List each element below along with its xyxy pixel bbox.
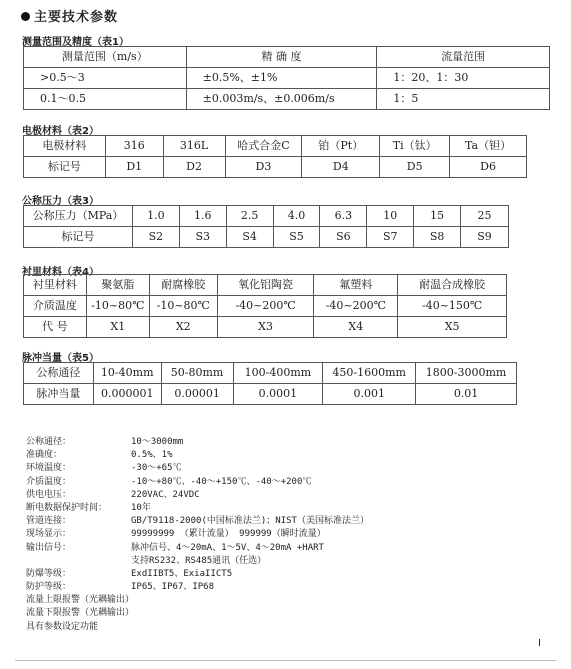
table1-heading: 测量范围及精度（表1） — [22, 37, 129, 48]
spec-value: ExdIIBT5、ExiaIICT5 — [131, 568, 233, 579]
table-cell: -40~200℃ — [314, 296, 398, 317]
spec-label: 断电数据保护时间： — [26, 502, 108, 513]
table-cell: D2 — [163, 157, 225, 178]
spec-label: 防护等级： — [26, 582, 72, 593]
table-cell: S3 — [179, 227, 226, 248]
table-row — [24, 363, 517, 384]
spec-label: 介质温度： — [26, 476, 72, 487]
row-label: 脉冲当量 — [24, 384, 94, 405]
row-label: 衬里材料 — [24, 275, 87, 296]
spec-value: 10～3000mm — [131, 437, 184, 447]
table-cell: ±0.003m/s、±0.006m/s — [186, 89, 377, 110]
table-cell: 316L — [163, 136, 225, 157]
table-row — [24, 136, 527, 157]
table-cell: S2 — [132, 227, 179, 248]
table-row — [24, 296, 507, 317]
table-cell: Ta（钽） — [450, 136, 527, 157]
table-cell: 450-1600mm — [323, 363, 416, 384]
table-cell: X2 — [149, 317, 217, 338]
table-cell: 1：5 — [377, 89, 550, 110]
spec-label: 流量下限报警（光耦输出） — [26, 608, 135, 619]
table-header-row — [24, 47, 550, 68]
table5-heading: 脉冲当量（表5） — [22, 353, 99, 364]
spec-value: -30～+65℃ — [131, 463, 182, 474]
table-row — [24, 206, 509, 227]
spec-value: GB/T9118-2000(中国标准法兰)；NIST（美国标准法兰） — [131, 516, 369, 527]
header-cell: 流量范围 — [377, 47, 550, 68]
table-cell: ±0.5%、±1% — [186, 68, 377, 89]
table-cell: S6 — [320, 227, 367, 248]
table-cell: S8 — [414, 227, 461, 248]
table-cell: 0.001 — [323, 384, 416, 405]
spec-value: 220VAC、24VDC — [131, 489, 200, 500]
table-row — [24, 317, 507, 338]
spec-value: 脉冲信号、4～20mA、1～5V、4～20mA +HART — [131, 542, 324, 553]
table-cell: 10 — [367, 206, 414, 227]
table-cell: 316 — [105, 136, 163, 157]
table5-pulse-equivalent — [23, 362, 517, 405]
table-cell: 耐温合成橡胶 — [398, 275, 507, 296]
spec-label: 流量上限报警（光耦输出） — [26, 595, 135, 606]
table-cell: 0.00001 — [161, 384, 233, 405]
table-cell: 氟塑料 — [314, 275, 398, 296]
table-cell: -40~150℃ — [398, 296, 507, 317]
table-cell: 1.6 — [179, 206, 226, 227]
table-cell: -10~80℃ — [149, 296, 217, 317]
spec-label: 供电电压： — [26, 489, 72, 500]
table-cell: X4 — [314, 317, 398, 338]
header-cell: 测量范围（m/s） — [24, 47, 187, 68]
table-cell: 0.000001 — [93, 384, 161, 405]
spec-value: -10～+80℃、-40～+150℃、-40～+200℃ — [131, 476, 312, 487]
row-label: 电极材料 — [24, 136, 106, 157]
text-cursor-icon: I — [538, 638, 541, 649]
table-cell: D1 — [105, 157, 163, 178]
table-cell: D5 — [380, 157, 450, 178]
table4-heading: 衬里材料（表4） — [22, 267, 99, 278]
table-row — [24, 275, 507, 296]
page-title-text: 主要技术参数 — [34, 10, 119, 25]
row-label: 介质温度 — [24, 296, 87, 317]
table-cell: X5 — [398, 317, 507, 338]
table-cell: 哈式合金C — [225, 136, 302, 157]
table-cell: D4 — [302, 157, 380, 178]
row-label: 公称通径 — [24, 363, 94, 384]
table-cell: 0.0001 — [233, 384, 323, 405]
spec-value: 10年 — [131, 502, 151, 513]
row-label: 标记号 — [24, 227, 133, 248]
spec-label: 具有参数设定功能 — [26, 621, 99, 632]
table-cell: S9 — [461, 227, 509, 248]
table3-nominal-pressure — [23, 205, 509, 248]
spec-value: 99999999 （累计流量） 999999（瞬时流量） — [131, 529, 326, 540]
table3-heading: 公称压力（表3） — [22, 196, 99, 207]
spec-label: 公称通径： — [26, 437, 72, 447]
table-cell: D6 — [450, 157, 527, 178]
spec-label: 准确度： — [26, 450, 63, 461]
table-cell: 10-40mm — [93, 363, 161, 384]
table-cell: 100-400mm — [233, 363, 323, 384]
header-cell: 精 确 度 — [186, 47, 377, 68]
bottom-divider — [15, 660, 556, 661]
table-cell: 4.0 — [273, 206, 320, 227]
table-cell: 0.01 — [416, 384, 517, 405]
page-title — [21, 6, 118, 25]
table-cell: 耐腐橡胶 — [149, 275, 217, 296]
table-cell: 氧化铝陶瓷 — [217, 275, 314, 296]
table2-electrode-material — [23, 135, 527, 178]
table-row — [24, 89, 550, 110]
table4-lining-material — [23, 274, 507, 338]
table-cell: X3 — [217, 317, 314, 338]
table-cell: S4 — [226, 227, 273, 248]
row-label: 标记号 — [24, 157, 106, 178]
table-row — [24, 157, 527, 178]
row-label: 公称压力（MPa） — [24, 206, 133, 227]
table2-heading: 电极材料（表2） — [22, 126, 99, 137]
table1-measuring-range — [23, 46, 550, 110]
table-row — [24, 68, 550, 89]
table-cell: Ti（钛） — [380, 136, 450, 157]
table-cell: >0.5～3 — [24, 68, 187, 89]
table-cell: 铂（Pt） — [302, 136, 380, 157]
spec-label: 管道连接： — [26, 516, 72, 527]
table-cell: 1.0 — [132, 206, 179, 227]
table-cell: 2.5 — [226, 206, 273, 227]
table-cell: 1：20、1：30 — [377, 68, 550, 89]
bullet-icon — [21, 12, 30, 21]
spec-label: 现场显示： — [26, 529, 72, 540]
table-cell: 0.1～0.5 — [24, 89, 187, 110]
table-cell: 25 — [461, 206, 509, 227]
table-cell: -10~80℃ — [86, 296, 149, 317]
row-label: 代 号 — [24, 317, 87, 338]
spec-value: IP65、IP67、IP68 — [131, 582, 215, 593]
table-cell: 1800-3000mm — [416, 363, 517, 384]
spec-label: 防爆等级： — [26, 568, 72, 579]
spec-label: 输出信号： — [26, 542, 72, 553]
spec-label: 环境温度： — [26, 463, 72, 474]
spec-value: 支持RS232、RS485通讯（任选） — [131, 555, 267, 566]
table-cell: D3 — [225, 157, 302, 178]
table-cell: 15 — [414, 206, 461, 227]
table-row — [24, 384, 517, 405]
table-cell: S7 — [367, 227, 414, 248]
table-cell: S5 — [273, 227, 320, 248]
table-cell: -40~200℃ — [217, 296, 314, 317]
table-cell: X1 — [86, 317, 149, 338]
spec-value: 0.5%、1% — [131, 450, 173, 461]
table-cell: 50-80mm — [161, 363, 233, 384]
table-cell: 6.3 — [320, 206, 367, 227]
table-cell: 聚氨脂 — [86, 275, 149, 296]
table-row — [24, 227, 509, 248]
